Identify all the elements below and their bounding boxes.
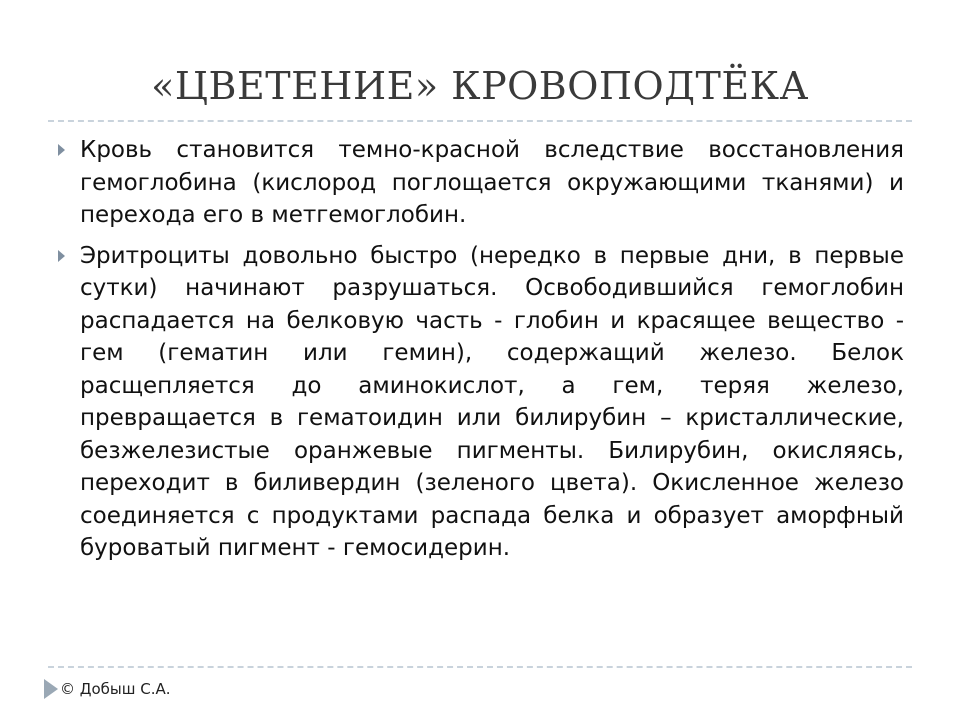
- bullet-text: Эритроциты довольно быстро (нередко в первые дни, в первые сутки) начинают разрушаться. Освободившийся гемоглобин распадается на белковую часть - глобин и красящее вещество - гем (гематин или гемин), содержащий железо. Белок расщепляется до аминокислот, а гем, теряя железо, превращается в гематоидин или билирубин – кристаллические, безжелезистые оранжевые пигменты. Билирубин, окисляясь, переходит в биливердин (зеленого цвета). Окисленное железо соединяется с продуктами распада белка и образует аморфный буроватый пигмент - гемосидерин.: [80, 242, 904, 561]
- bullet-text: Кровь становится темно-красной вследствие восстановления гемоглобина (кислород поглощается окружающими тканями) и перехода его в метгемоглобин.: [80, 137, 904, 228]
- bullet-item: [56, 134, 904, 232]
- bullet-item: [56, 240, 904, 565]
- title-divider: [48, 120, 912, 122]
- slide-content: [56, 134, 904, 573]
- bullet-triangle-icon: [58, 250, 65, 262]
- footer-divider: [48, 666, 912, 668]
- slide-title: «ЦВЕТЕНИЕ» КРОВОПОДТЁКА: [151, 64, 809, 108]
- triangle-arrow-icon: [44, 679, 58, 699]
- footer-copyright: © Добыш С.А.: [60, 680, 171, 698]
- footer: [44, 678, 171, 700]
- bullet-triangle-icon: [58, 144, 65, 156]
